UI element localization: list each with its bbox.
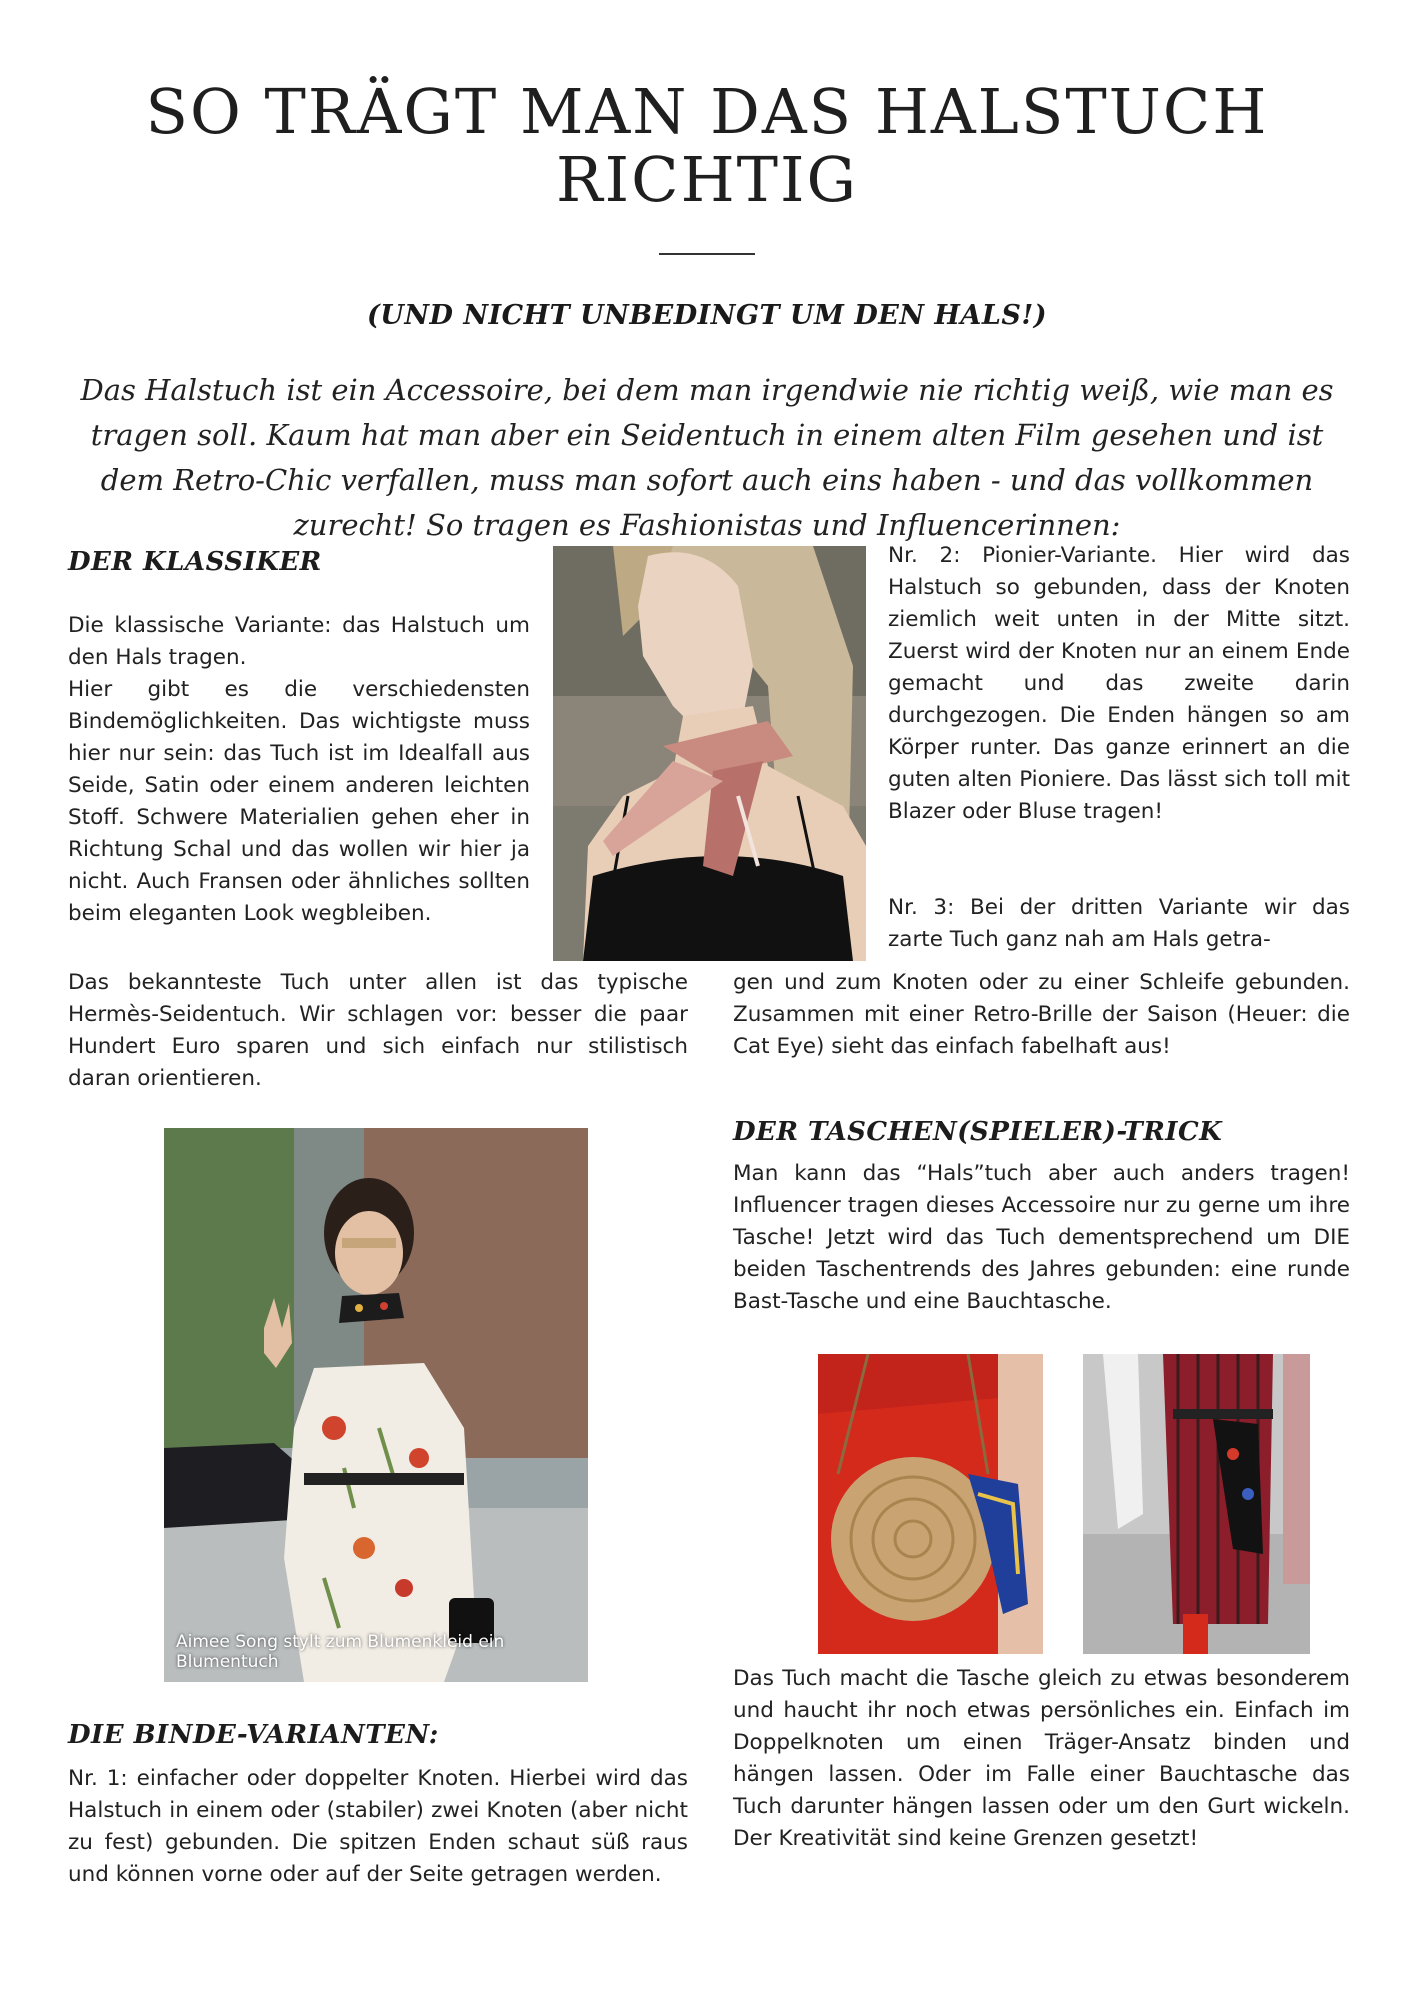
page-title bbox=[100, 75, 1314, 216]
title-line-2: RICHTIG bbox=[555, 143, 859, 216]
subtitle: (UND NICHT UNBEDINGT UM DEN HALS!) bbox=[367, 300, 1047, 331]
variante-nr1: Nr. 1: einfacher oder doppelter Knoten. Hierbei wird das Halstuch in einem oder (stabiler) zwei Knoten (aber nicht zu fest) gebunden. Die spitzen Enden schaut süß raus und können vorne oder auf der Seite getragen werden. bbox=[68, 1766, 688, 1887]
variante-nr3-end: gen und zum Knoten oder zu einer Schleife gebunden. Zusammen mit einer Retro-Brille der Saison (Heuer: die Cat Eye) sieht das einfach fabelhaft aus! bbox=[733, 970, 1350, 1059]
heading-taschen-trick: DER TASCHEN(SPIELER)-TRICK bbox=[733, 1117, 1223, 1147]
title-line-1: SO TRÄGT MAN DAS HALSTUCH bbox=[145, 75, 1269, 148]
variante-nr2: Nr. 2: Pionier-Variante. Hier wird das Halstuch so gebunden, dass der Knoten ziemlich weit unten in der Mitte sitzt. Zuerst wird der Knoten nur an einem Ende gemacht und das zweite darin durchgezogen. Die Enden hängen so am Körper runter. Das ganze erinnert an die guten alten Pioniere. Das lässt sich toll mit Blazer oder Bluse tragen! bbox=[888, 543, 1350, 824]
variante-nr3-start: Nr. 3: Bei der dritten Variante wir das zarte Tuch ganz nah am Hals getra- bbox=[888, 895, 1350, 952]
heading-binde-varianten: DIE BINDE-VARIANTEN: bbox=[68, 1720, 439, 1750]
taschen-paragraph-1: Man kann das “Hals”tuch aber auch anders tragen! Influencer tragen dieses Accessoire nur zu gerne um ihre Tasche! Jetzt wird das Tuch dementsprechend um DIE beiden Taschentrends des Jahres gebunden: eine runde Bast-Tasche und eine Bauchtasche. bbox=[733, 1161, 1350, 1314]
klassiker-paragraph-2: Hier gibt es die verschiedensten Bindemöglichkeiten. Das wichtigste muss hier nur sein: das Tuch ist im Idealfall aus Seide, Satin oder einem anderen leichten Stoff. Schwere Materialien gehen eher in Richtung Schal und das wollen wir hier ja nicht. Auch Fransen oder ähnliches sollten beim eleganten Look wegbleiben. bbox=[68, 677, 530, 926]
photo-woman-neck-scarf bbox=[553, 546, 866, 961]
klassiker-text bbox=[68, 610, 530, 930]
heading-klassiker: DER KLASSIKER bbox=[68, 547, 322, 577]
photo-caption: Aimee Song stylt zum Blumenkleid ein Blumentuch bbox=[176, 1632, 505, 1672]
photo-aimee-song bbox=[164, 1128, 588, 1682]
intro-paragraph: Das Halstuch ist ein Accessoire, bei dem man irgendwie nie richtig weiß, wie man es tragen soll. Kaum hat man aber ein Seidentuch in einem alten Film gesehen und ist dem Retro-Chic verfallen, muss man sofort auch eins haben - und das vollkommen zurecht! So tragen es Fashionistas und Influencerinnen: bbox=[80, 373, 1334, 542]
taschen-paragraph-2: Das Tuch macht die Tasche gleich zu etwas besonderem und haucht ihr noch etwas persönliches ein. Einfach im Doppelknoten um einen Träger-Ansatz binden und hängen lassen. Oder im Falle einer Bauchtasche das Tuch darunter hängen lassen oder um den Gurt wickeln. Der Kreativität sind keine Grenzen gesetzt! bbox=[733, 1666, 1350, 1851]
photo-rattan-bag bbox=[818, 1354, 1043, 1654]
klassiker-paragraph-3: Das bekannteste Tuch unter allen ist das typische Hermès-Seidentuch. Wir schlagen vor: besser die paar Hundert Euro sparen und sich einfach nur stilistisch daran orientieren. bbox=[68, 970, 688, 1091]
title-divider bbox=[659, 253, 755, 255]
klassiker-paragraph-1: Die klassische Variante: das Halstuch um den Hals tragen. bbox=[68, 613, 530, 670]
photo-belt-bag bbox=[1083, 1354, 1310, 1654]
